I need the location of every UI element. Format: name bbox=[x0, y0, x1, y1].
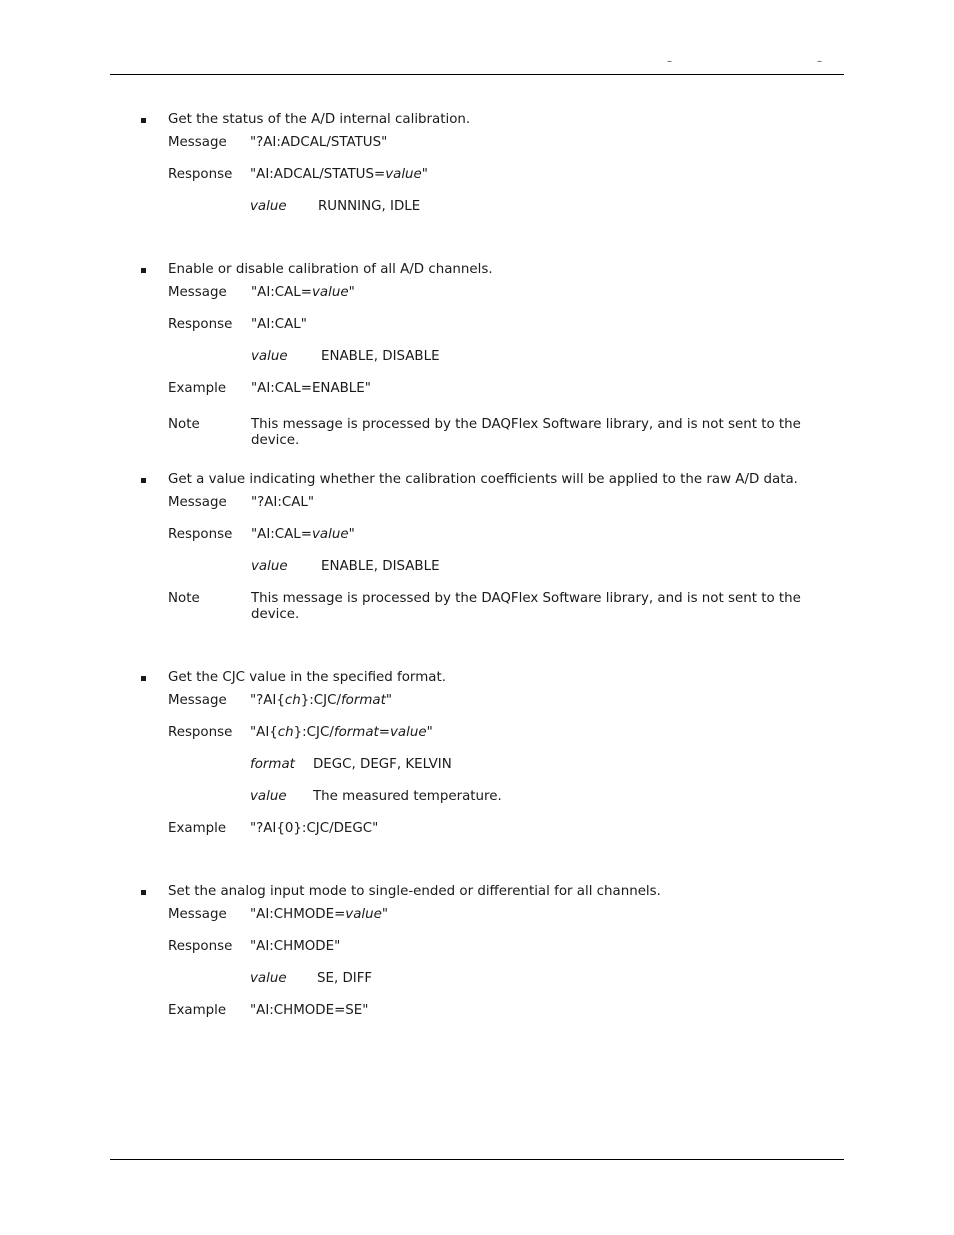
note-label: Note bbox=[168, 591, 200, 606]
message-label: Message bbox=[168, 495, 227, 510]
message-value: "?AI:ADCAL/STATUS" bbox=[250, 135, 388, 150]
message-value: "?AI:CAL" bbox=[251, 495, 315, 510]
example-label: Example bbox=[168, 381, 227, 396]
param-values: ENABLE, DISABLE bbox=[321, 349, 440, 364]
example-label: Example bbox=[168, 1003, 227, 1018]
message-value: "AI:CAL=value" bbox=[251, 285, 355, 300]
param-values: RUNNING, IDLE bbox=[318, 199, 421, 214]
bullet-marker bbox=[141, 890, 146, 895]
note-text: This message is processed by the DAQFlex Software library, and is not sent to the device. bbox=[251, 591, 801, 622]
bullet-marker bbox=[141, 118, 146, 123]
header-rule bbox=[110, 74, 844, 75]
message-label: Message bbox=[168, 285, 227, 300]
param-name: value bbox=[251, 349, 288, 364]
response-value: "AI{ch}:CJC/format=value" bbox=[250, 725, 433, 740]
message-label: Message bbox=[168, 907, 227, 922]
note-label: Note bbox=[168, 417, 200, 432]
example-value: "AI:CHMODE=SE" bbox=[250, 1003, 369, 1018]
example-value: "AI:CAL=ENABLE" bbox=[251, 381, 371, 396]
param-name: format bbox=[250, 757, 295, 772]
message-value: "?AI{ch}:CJC/format" bbox=[250, 693, 393, 708]
response-value: "AI:CAL" bbox=[251, 317, 307, 332]
response-value: "AI:CHMODE" bbox=[250, 939, 341, 954]
message-label: Message bbox=[168, 135, 227, 150]
param-name: value bbox=[250, 789, 287, 804]
bullet-text: Set the analog input mode to single-ended or differential for all channels. bbox=[168, 884, 661, 899]
bullet-marker bbox=[141, 676, 146, 681]
header-mark-right: – bbox=[817, 56, 822, 67]
header-mark-left: – bbox=[667, 56, 672, 67]
note-text: This message is processed by the DAQFlex Software library, and is not sent to the device. bbox=[251, 417, 801, 448]
bullet-text: Get the status of the A/D internal calibration. bbox=[168, 112, 471, 127]
response-label: Response bbox=[168, 527, 233, 542]
response-value: "AI:ADCAL/STATUS=value" bbox=[250, 167, 428, 182]
response-label: Response bbox=[168, 317, 233, 332]
bullet-marker bbox=[141, 268, 146, 273]
param-values: DEGC, DEGF, KELVIN bbox=[313, 757, 452, 772]
response-value: "AI:CAL=value" bbox=[251, 527, 355, 542]
response-label: Response bbox=[168, 725, 233, 740]
bullet-marker bbox=[141, 478, 146, 483]
param-values: ENABLE, DISABLE bbox=[321, 559, 440, 574]
response-label: Response bbox=[168, 167, 233, 182]
response-label: Response bbox=[168, 939, 233, 954]
bullet-text: Get the CJC value in the specified format. bbox=[168, 670, 446, 685]
param-values: The measured temperature. bbox=[313, 789, 502, 804]
bullet-text: Enable or disable calibration of all A/D channels. bbox=[168, 262, 493, 277]
param-name: value bbox=[250, 971, 287, 986]
footer-rule bbox=[110, 1159, 844, 1160]
example-value: "?AI{0}:CJC/DEGC" bbox=[250, 821, 379, 836]
bullet-text: Get a value indicating whether the calibration coefficients will be applied to the raw A/D data. bbox=[168, 472, 798, 487]
message-label: Message bbox=[168, 693, 227, 708]
param-values: SE, DIFF bbox=[317, 971, 373, 986]
param-name: value bbox=[251, 559, 288, 574]
message-value: "AI:CHMODE=value" bbox=[250, 907, 389, 922]
example-label: Example bbox=[168, 821, 227, 836]
param-name: value bbox=[250, 199, 287, 214]
